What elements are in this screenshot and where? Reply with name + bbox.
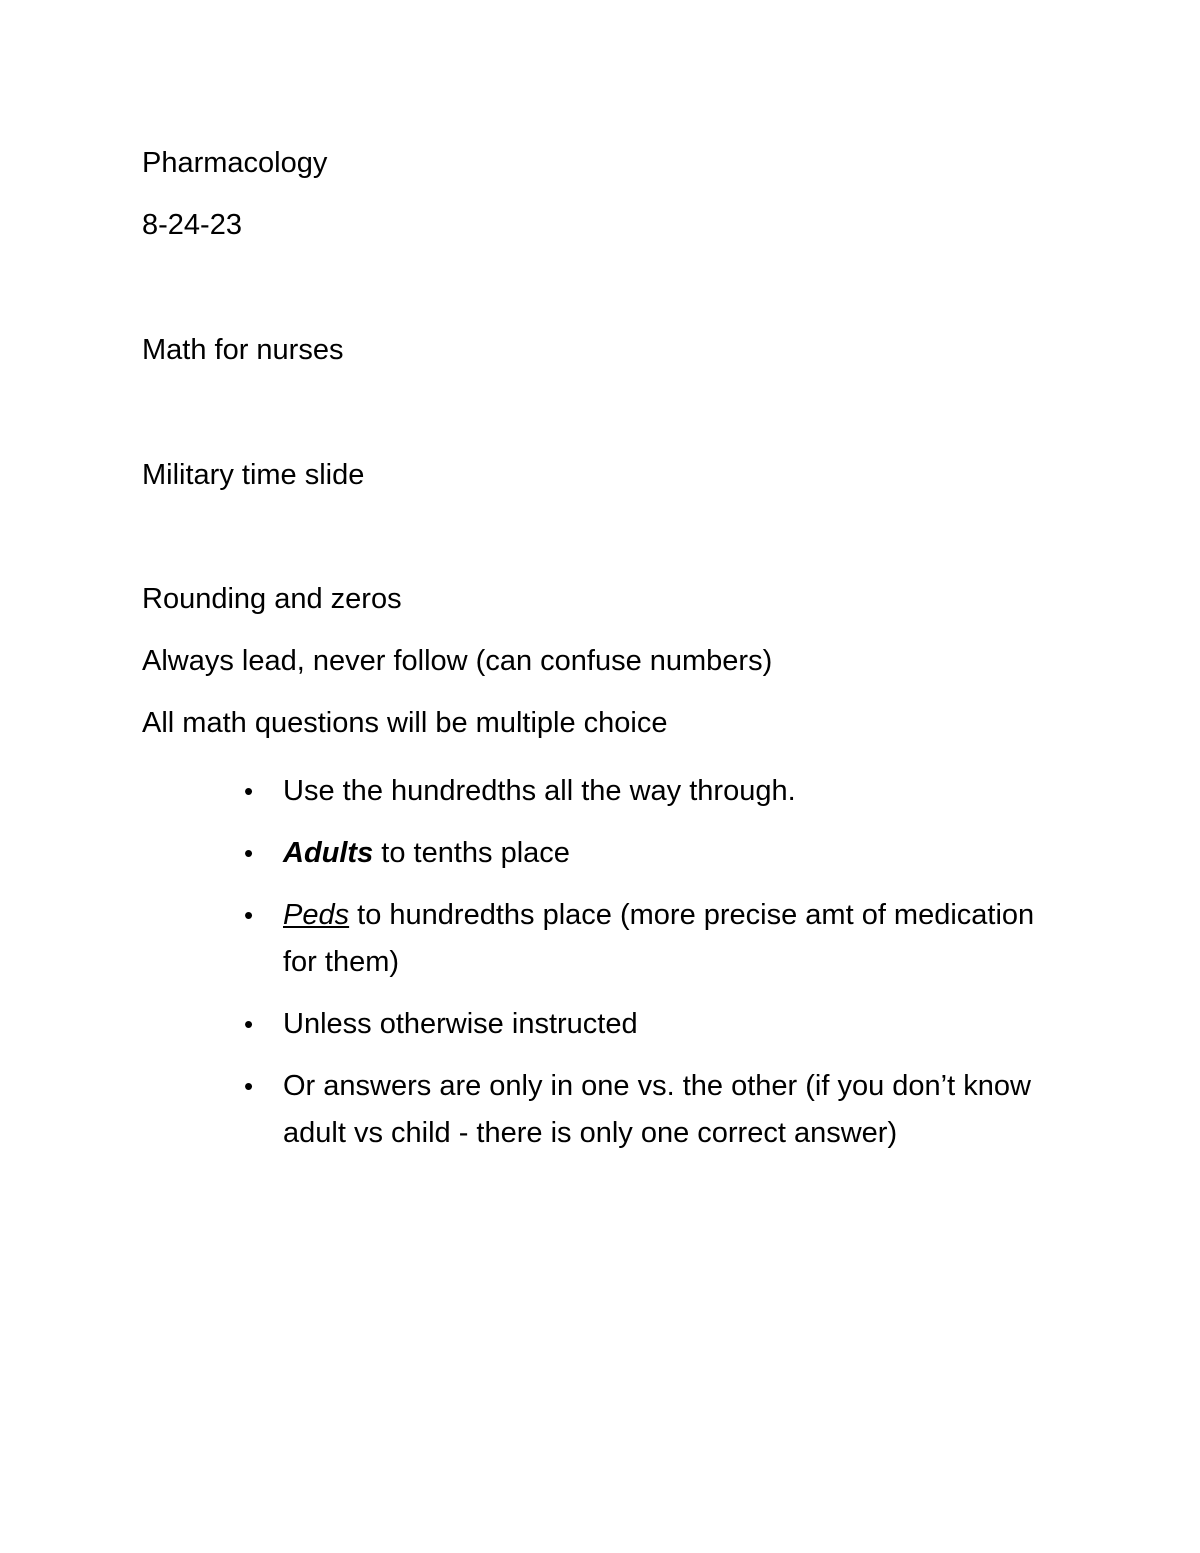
list-item [244,830,1064,877]
list-item [244,768,1064,815]
topic-rounding-zeros: Rounding and zeros [142,583,402,615]
bullet-text: to tenths place [373,837,570,869]
bullet-text: Or answers are only in one vs. the other (if you don’t know adult vs child - there is only one correct answer) [283,1070,1031,1149]
bullet-text: Unless otherwise instructed [283,1008,638,1040]
bullet-icon: • [244,776,254,806]
topic-math-for-nurses: Math for nurses [142,334,344,366]
rule-multiple-choice: All math questions will be multiple choice [142,707,668,739]
doc-heading: Pharmacology [142,147,328,179]
list-item [244,1001,1064,1048]
bullet-text: Use the hundredths all the way through. [283,775,796,807]
bullet-icon: • [244,838,254,868]
bullet-text: to hundredths place (more precise amt of medication for them) [283,899,1035,978]
bullet-icon: • [244,1071,254,1101]
list-item [244,1063,1064,1157]
list-item [244,892,1064,986]
bullet-icon: • [244,1009,254,1039]
rounding-bullet-list [244,768,1064,1172]
bullet-emphasis-adults: Adults [283,837,374,869]
doc-date: 8-24-23 [142,209,242,241]
rule-zeros: Always lead, never follow (can confuse numbers) [142,645,773,677]
topic-military-time: Military time slide [142,459,365,491]
bullet-emphasis-peds: Peds [283,899,350,931]
bullet-icon: • [244,900,254,930]
